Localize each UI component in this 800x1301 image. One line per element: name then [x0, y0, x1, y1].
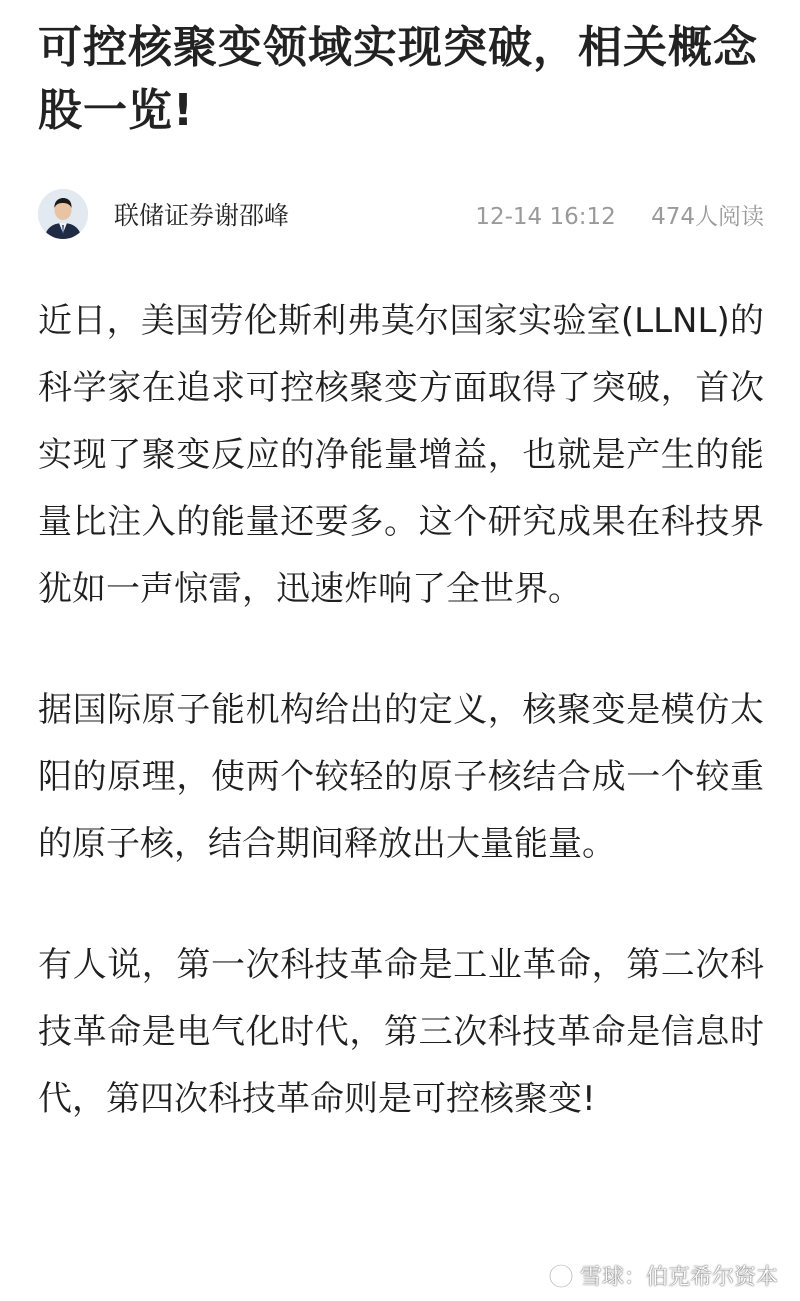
- author-avatar[interactable]: [38, 189, 88, 239]
- author-name[interactable]: 联储证券谢邵峰: [114, 201, 290, 230]
- article-title: 可控核聚变领域实现突破，相关概念股一览!: [38, 22, 758, 136]
- watermark: [548, 1260, 778, 1291]
- publish-time: 12-14 16:12: [475, 203, 616, 230]
- article-paragraph: 有人说，第一次科技革命是工业革命，第二次科技革命是电气化时代，第三次科技革命是信息时代，第四次科技革命则是可控核聚变!: [38, 945, 764, 1119]
- watermark-text: 雪球：伯克希尔资本: [579, 1265, 778, 1290]
- snowball-logo-icon: [548, 1263, 574, 1289]
- article-body: [38, 288, 764, 1133]
- article-paragraph: 据国际原子能机构给出的定义，核聚变是模仿太阳的原理，使两个较轻的原子核结合成一个较重的原子核，结合期间释放出大量能量。: [38, 690, 764, 864]
- read-count: 474人阅读: [651, 203, 764, 230]
- article-meta: [475, 198, 764, 231]
- avatar-icon: [38, 189, 88, 239]
- author-row: [38, 186, 764, 242]
- article-paragraph: 近日，美国劳伦斯利弗莫尔国家实验室(LLNL)的科学家在追求可控核聚变方面取得了突破，首次实现了聚变反应的净能量增益，也就是产生的能量比注入的能量还要多。这个研究成果在科技界犹如一声惊雷，迅速炸响了全世界。: [38, 301, 764, 609]
